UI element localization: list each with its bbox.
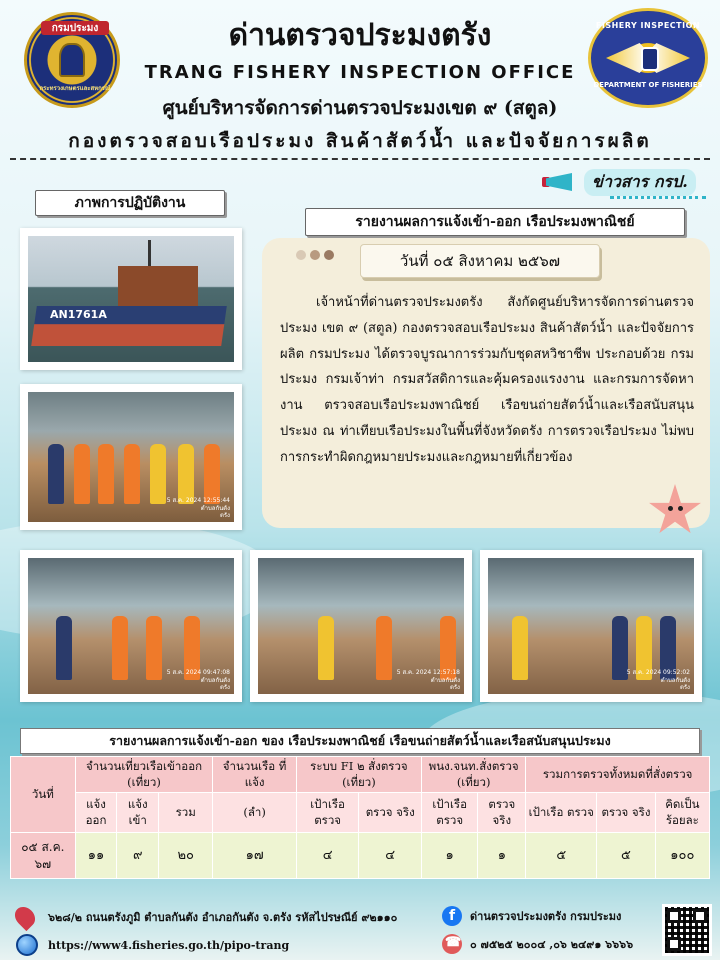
subheader-unit: (ลำ) xyxy=(213,793,296,833)
seal-top-label: กรมประมง xyxy=(41,21,109,35)
photo-boat xyxy=(20,228,242,370)
header-boats: จำนวนเรือ ที่แจ้ง xyxy=(213,757,296,793)
logo-top-text: FISHERY INSPECTION xyxy=(595,21,701,30)
report-date: วันที่ ๐๕ สิงหาคม ๒๕๖๗ xyxy=(360,244,600,278)
news-badge-label: ข่าวสาร กรป. xyxy=(584,169,696,196)
timestamp-text: 5 ส.ค. 2024 12:57:18 xyxy=(396,669,460,677)
photo-inspection-2 xyxy=(250,550,472,702)
location-pin-icon xyxy=(11,903,39,931)
timestamp-text: 5 ส.ค. 2024 12:55:44 xyxy=(166,497,230,505)
inspection-image-1 xyxy=(28,558,234,694)
photo-timestamp xyxy=(167,669,230,691)
address-text: ๖๒๘/๒ ถนนตรังภูมิ ตำบลกันตัง อำเภอกันตัง จ.ตรัง รหัสไปรษณีย์ ๙๒๑๑๐ xyxy=(48,911,398,924)
footer-phone xyxy=(442,934,633,954)
row-date: ๐๕ ส.ค. ๖๗ xyxy=(11,833,76,879)
activity-section-label: ภาพการปฏิบัติงาน xyxy=(35,190,225,216)
report-table xyxy=(10,756,710,879)
subheader-sum: รวม xyxy=(159,793,213,833)
footer-address xyxy=(16,906,397,928)
website-link[interactable]: https://www4.fisheries.go.th/pipo-trang xyxy=(48,938,290,952)
subtitle-center: ศูนย์บริหารจัดการด่านตรวจประมงเขต ๙ (สตูล) xyxy=(162,97,558,119)
globe-icon xyxy=(16,934,38,956)
qr-code xyxy=(662,904,712,956)
header-trips: จำนวนเที่ยวเรือเข้าออก (เที่ยว) xyxy=(75,757,213,793)
news-badge xyxy=(542,166,702,198)
megaphone-icon xyxy=(542,169,578,195)
timestamp-district: ตรัง xyxy=(219,683,230,691)
timestamp-district: ตรัง xyxy=(219,511,230,519)
subheader-fi-target: เป้าเรือ ตรวจ xyxy=(296,793,359,833)
photo-inspection-3 xyxy=(480,550,702,702)
dotted-line xyxy=(610,196,706,199)
photo-timestamp xyxy=(627,669,690,691)
report-section-label: รายงานผลการแจ้งเข้า-ออก เรือประมงพาณิชย์ xyxy=(305,208,685,236)
subheader-out: แจ้ง ออก xyxy=(75,793,117,833)
cell-boats: ๑๗ xyxy=(213,833,296,879)
timestamp-place: ตำบลกันตัง xyxy=(660,676,690,684)
photo-crew xyxy=(20,384,242,530)
anchor-shield-icon xyxy=(641,47,659,71)
table-title: รายงานผลการแจ้งเข้า-ออก ของ เรือประมงพาณิชย์ เรือขนถ่ายสัตว์น้ำและเรือสนับสนุนประมง xyxy=(20,728,700,754)
facebook-page[interactable]: ด่านตรวจประมงตรัง กรมประมง xyxy=(470,910,622,923)
inspection-image-3 xyxy=(488,558,694,694)
subheader-t-actual: ตรวจ จริง xyxy=(597,793,655,833)
header-divider xyxy=(10,158,710,160)
cell-out: ๑๑ xyxy=(75,833,117,879)
seal-bottom-label: กระทรวงเกษตรและสหกรณ์ xyxy=(39,85,111,92)
timestamp-text: 5 ส.ค. 2024 09:47:08 xyxy=(166,669,230,677)
timestamp-text: 5 ส.ค. 2024 09:52:02 xyxy=(626,669,690,677)
phone-number: ๐ ๗๕๒๕ ๒๐๐๔ ,๐๖ ๒๔๙๑ ๖๖๖๖ xyxy=(470,938,634,951)
cell-t-target: ๕ xyxy=(526,833,597,879)
facebook-icon: f xyxy=(442,906,462,926)
table-subheader-row xyxy=(11,793,710,833)
page-title: ด่านตรวจประมงตรัง xyxy=(228,18,492,53)
decorative-dots xyxy=(296,250,334,260)
header-fi: ระบบ FI ๒ สั่งตรวจ (เที่ยว) xyxy=(296,757,421,793)
photo-inspection-1 xyxy=(20,550,242,702)
header-date: วันที่ xyxy=(11,757,76,833)
subheader-fi-actual: ตรวจ จริง xyxy=(359,793,422,833)
cell-p-target: ๑ xyxy=(422,833,478,879)
cell-in: ๙ xyxy=(117,833,159,879)
footer-website[interactable] xyxy=(16,934,289,956)
subheader-p-target: เป้าเรือ ตรวจ xyxy=(422,793,478,833)
logo-bottom-text: DEPARTMENT OF FISHERIES xyxy=(593,81,703,89)
subheader-p-actual: ตรวจ จริง xyxy=(478,793,526,833)
table-row xyxy=(11,833,710,879)
inspection-image-2 xyxy=(258,558,464,694)
subheader-in: แจ้ง เข้า xyxy=(117,793,159,833)
subtitle-division: กองตรวจสอบเรือประมง สินค้าสัตว์น้ำ และปัจจัยการผลิต xyxy=(68,130,652,152)
cell-fi-target: ๔ xyxy=(296,833,359,879)
timestamp-place: ตำบลกันตัง xyxy=(430,676,460,684)
cell-t-actual: ๕ xyxy=(597,833,655,879)
timestamp-district: ตรัง xyxy=(679,683,690,691)
cell-p-actual: ๑ xyxy=(478,833,526,879)
page-title-english: TRANG FISHERY INSPECTION OFFICE xyxy=(144,62,576,83)
cell-sum: ๒๐ xyxy=(159,833,213,879)
table-header-row xyxy=(11,757,710,793)
photo-timestamp xyxy=(167,497,230,519)
photo-timestamp xyxy=(397,669,460,691)
boat-image xyxy=(28,236,234,362)
timestamp-place: ตำบลกันตัง xyxy=(200,504,230,512)
footer-facebook[interactable] xyxy=(442,906,621,926)
crew-image xyxy=(28,392,234,522)
cell-fi-actual: ๔ xyxy=(359,833,422,879)
timestamp-district: ตรัง xyxy=(449,683,460,691)
boat-registration: AN1761A xyxy=(50,308,107,321)
phone-icon xyxy=(442,934,462,954)
header-pnch: พนง.จนท.สั่งตรวจ (เที่ยว) xyxy=(422,757,526,793)
header-total: รวมการตรวจทั้งหมดที่สั่งตรวจ xyxy=(526,757,710,793)
timestamp-place: ตำบลกันตัง xyxy=(200,676,230,684)
subheader-t-percent: คิดเป็น ร้อยละ xyxy=(655,793,709,833)
footer xyxy=(0,896,720,960)
report-body: เจ้าหน้าที่ด่านตรวจประมงตรัง สังกัดศูนย์บริหารจัดการด่านตรวจประมง เขต ๙ (สตูล) กองตรวจสอบเรือประมง สินค้าสัตว์น้ำ และปัจจัยการผลิต กรมประมง ได้ตรวจบูรณาการร่วมกับชุดสหวิชาชีพ ประกอบด้วย กรมประมง กรมเจ้าท่า กรมสวัสดิการและคุ้มครองแรงงาน และกรมการจัดหางาน ตรวจสอบเรือประมงพาณิชย์ เรือขนถ่ายสัตว์น้ำและเรือสนับสนุนประมง ณ ท่าเทียบเรือประมงในพื้นที่จังหวัดตรัง การตรวจเรือประมง ไม่พบการกระทำผิดกฎหมายประมงและกฎหมายที่เกี่ยวข้อง xyxy=(280,295,694,465)
cell-t-percent: ๑๐๐ xyxy=(655,833,709,879)
subheader-t-target: เป้าเรือ ตรวจ xyxy=(526,793,597,833)
